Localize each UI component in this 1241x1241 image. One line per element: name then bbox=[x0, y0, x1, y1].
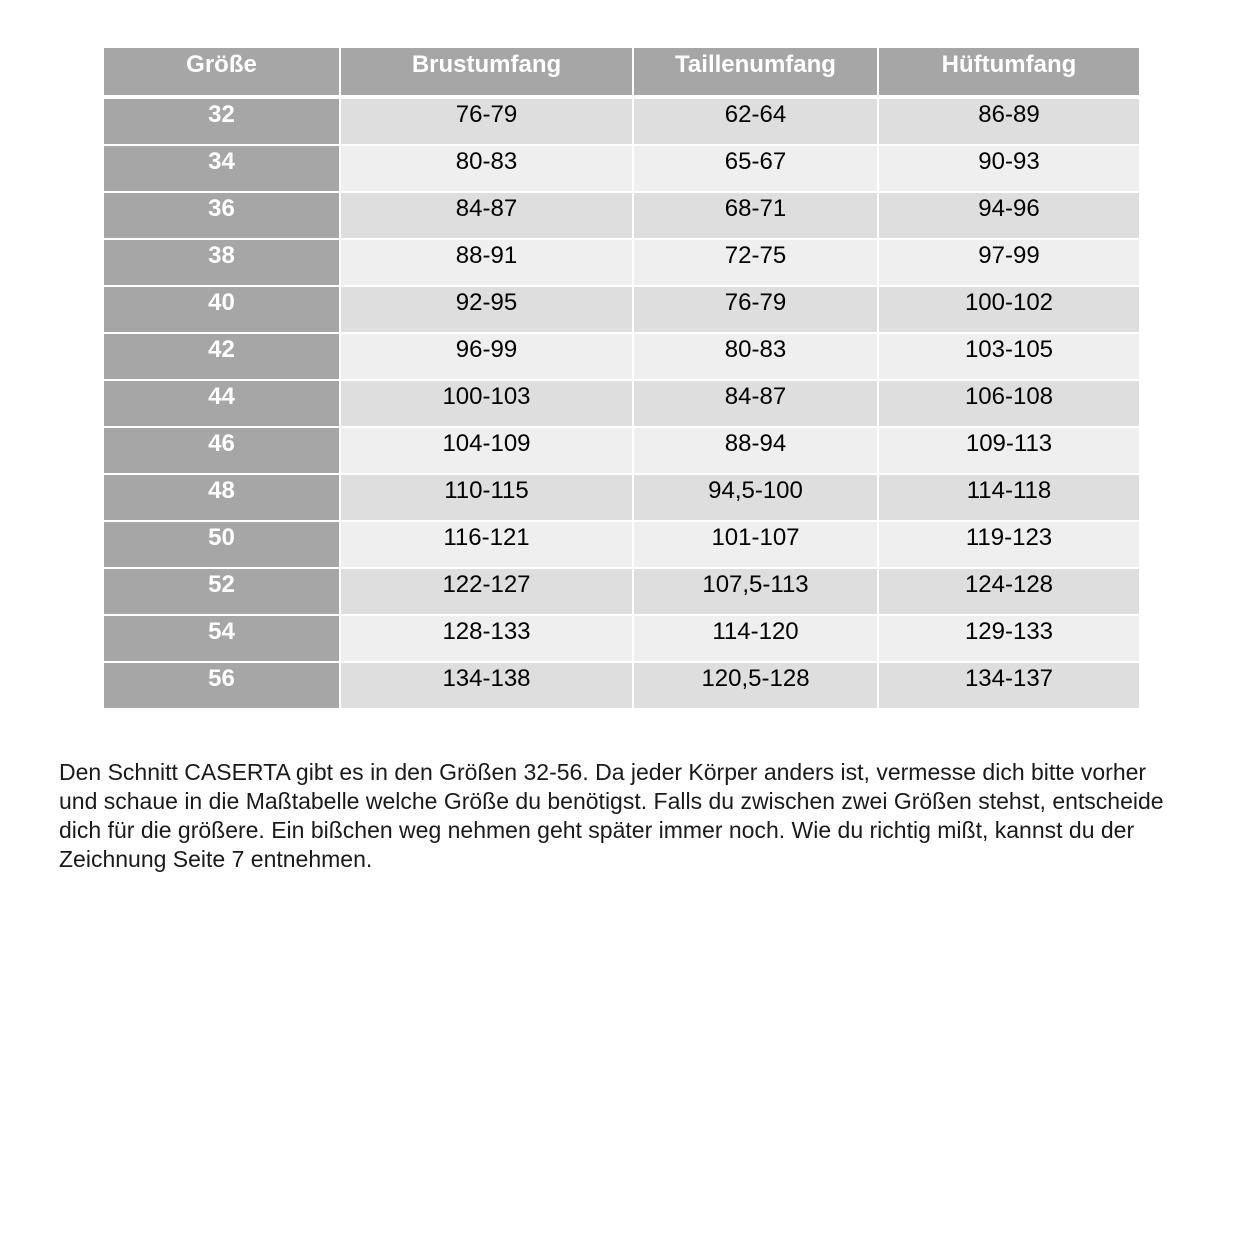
hip-cell: 129-133 bbox=[878, 615, 1140, 662]
table-row bbox=[103, 286, 1140, 333]
table-row bbox=[103, 521, 1140, 568]
waist-cell: 94,5-100 bbox=[633, 474, 878, 521]
bust-cell: 134-138 bbox=[340, 662, 633, 709]
table-row bbox=[103, 568, 1140, 615]
hip-cell: 109-113 bbox=[878, 427, 1140, 474]
waist-cell: 107,5-113 bbox=[633, 568, 878, 615]
table-row bbox=[103, 662, 1140, 709]
header-hip: Hüftumfang bbox=[878, 47, 1140, 97]
bust-cell: 122-127 bbox=[340, 568, 633, 615]
size-cell: 34 bbox=[103, 145, 340, 192]
table-body bbox=[103, 97, 1140, 709]
size-cell: 40 bbox=[103, 286, 340, 333]
waist-cell: 120,5-128 bbox=[633, 662, 878, 709]
hip-cell: 100-102 bbox=[878, 286, 1140, 333]
size-cell: 56 bbox=[103, 662, 340, 709]
size-cell: 44 bbox=[103, 380, 340, 427]
hip-cell: 119-123 bbox=[878, 521, 1140, 568]
table-row bbox=[103, 333, 1140, 380]
header-bust: Brustumfang bbox=[340, 47, 633, 97]
hip-cell: 106-108 bbox=[878, 380, 1140, 427]
waist-cell: 62-64 bbox=[633, 97, 878, 145]
table-row bbox=[103, 474, 1140, 521]
hip-cell: 97-99 bbox=[878, 239, 1140, 286]
bust-cell: 80-83 bbox=[340, 145, 633, 192]
hip-cell: 103-105 bbox=[878, 333, 1140, 380]
size-cell: 38 bbox=[103, 239, 340, 286]
table-row bbox=[103, 239, 1140, 286]
bust-cell: 92-95 bbox=[340, 286, 633, 333]
size-cell: 46 bbox=[103, 427, 340, 474]
bust-cell: 104-109 bbox=[340, 427, 633, 474]
table-header-row bbox=[103, 47, 1140, 97]
size-cell: 36 bbox=[103, 192, 340, 239]
table-row bbox=[103, 192, 1140, 239]
waist-cell: 88-94 bbox=[633, 427, 878, 474]
bust-cell: 84-87 bbox=[340, 192, 633, 239]
bust-cell: 110-115 bbox=[340, 474, 633, 521]
header-size: Größe bbox=[103, 47, 340, 97]
waist-cell: 84-87 bbox=[633, 380, 878, 427]
size-table bbox=[102, 46, 1141, 710]
size-cell: 52 bbox=[103, 568, 340, 615]
size-cell: 54 bbox=[103, 615, 340, 662]
waist-cell: 114-120 bbox=[633, 615, 878, 662]
size-cell: 48 bbox=[103, 474, 340, 521]
description-text: Den Schnitt CASERTA gibt es in den Größen 32-56. Da jeder Körper anders ist, vermesse dich bitte vorher und schaue in die Maßtabelle welche Größe du benötigst. Falls du zwischen zwei Größen stehst, entscheide dich für die größere. Ein bißchen weg nehmen geht später immer noch. Wie du richtig mißt, kannst du der Zeichnung Seite 7 entnehmen. bbox=[59, 759, 1164, 872]
hip-cell: 86-89 bbox=[878, 97, 1140, 145]
bust-cell: 96-99 bbox=[340, 333, 633, 380]
waist-cell: 65-67 bbox=[633, 145, 878, 192]
size-cell: 32 bbox=[103, 97, 340, 145]
table-row bbox=[103, 380, 1140, 427]
bust-cell: 100-103 bbox=[340, 380, 633, 427]
waist-cell: 68-71 bbox=[633, 192, 878, 239]
header-waist: Taillenumfang bbox=[633, 47, 878, 97]
bust-cell: 76-79 bbox=[340, 97, 633, 145]
bust-cell: 128-133 bbox=[340, 615, 633, 662]
size-cell: 42 bbox=[103, 333, 340, 380]
table-row bbox=[103, 97, 1140, 145]
hip-cell: 94-96 bbox=[878, 192, 1140, 239]
waist-cell: 72-75 bbox=[633, 239, 878, 286]
waist-cell: 101-107 bbox=[633, 521, 878, 568]
bust-cell: 116-121 bbox=[340, 521, 633, 568]
waist-cell: 76-79 bbox=[633, 286, 878, 333]
table-row bbox=[103, 145, 1140, 192]
waist-cell: 80-83 bbox=[633, 333, 878, 380]
hip-cell: 134-137 bbox=[878, 662, 1140, 709]
size-cell: 50 bbox=[103, 521, 340, 568]
hip-cell: 124-128 bbox=[878, 568, 1140, 615]
table-row bbox=[103, 427, 1140, 474]
table-row bbox=[103, 615, 1140, 662]
hip-cell: 90-93 bbox=[878, 145, 1140, 192]
bust-cell: 88-91 bbox=[340, 239, 633, 286]
hip-cell: 114-118 bbox=[878, 474, 1140, 521]
